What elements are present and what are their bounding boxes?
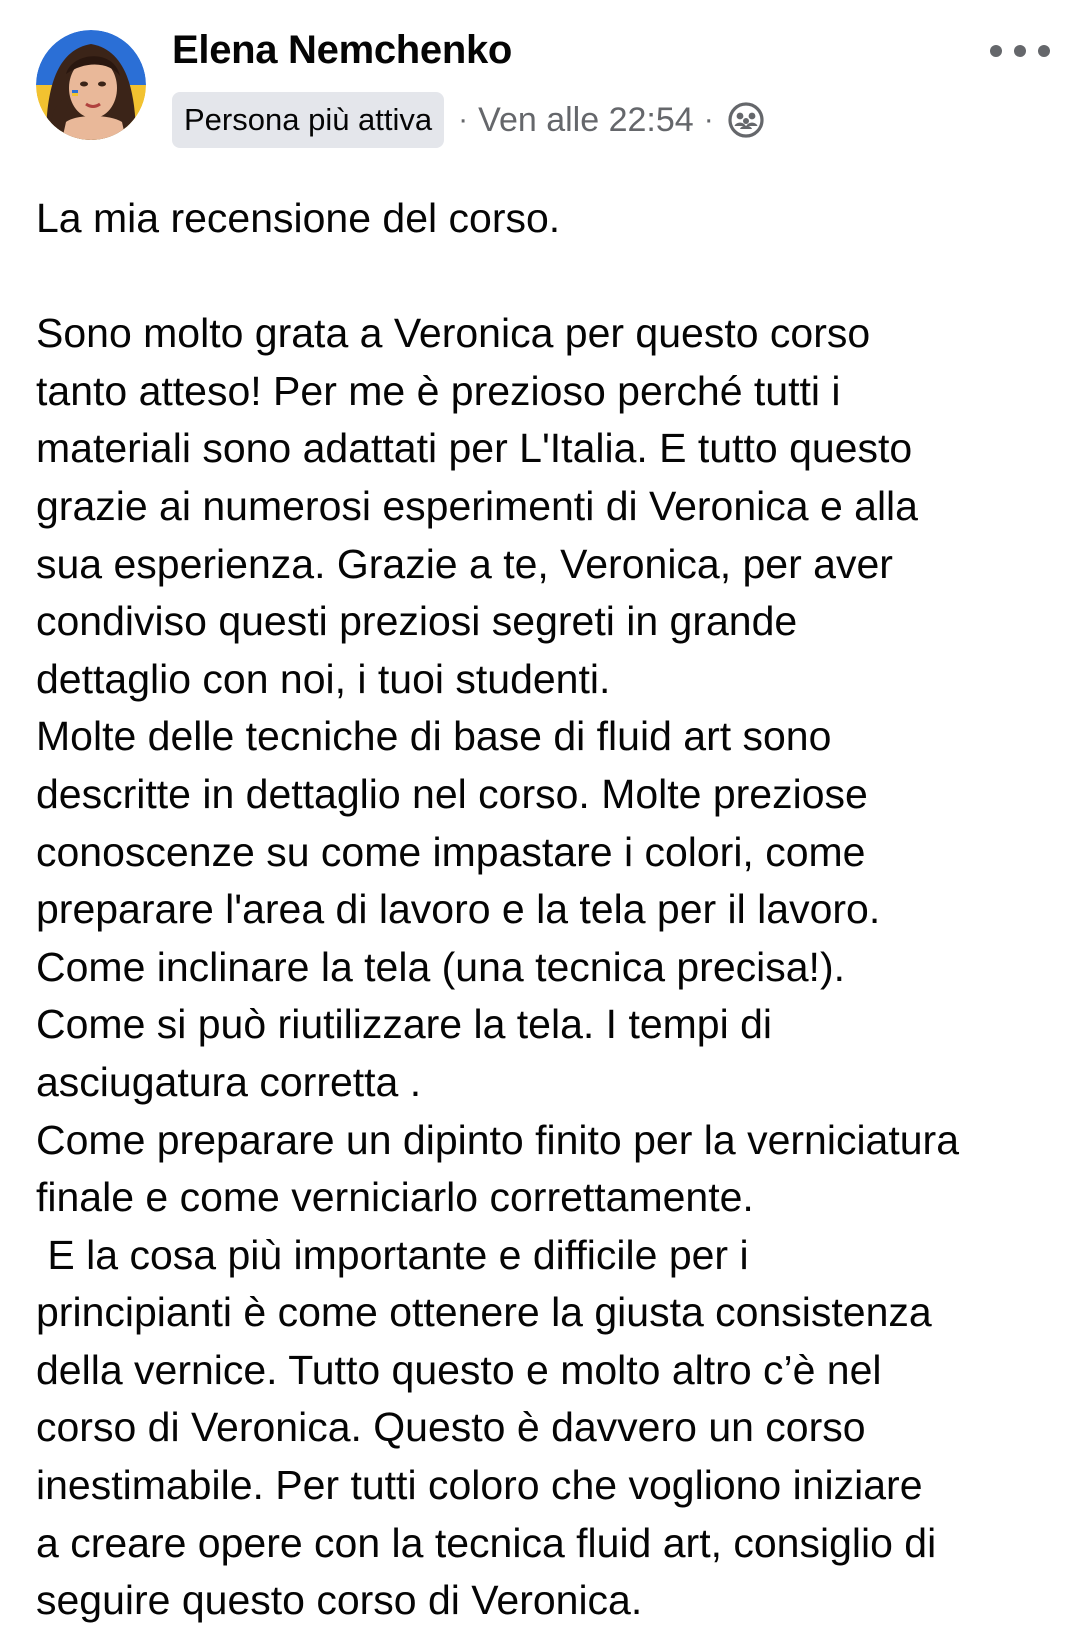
meta-separator: · [703, 103, 714, 136]
dot [1014, 45, 1026, 57]
post-text-line: dettaglio con noi, i tuoi studenti. [36, 655, 611, 702]
post-text-line: a creare opere con la tecnica fluid art, consiglio di [36, 1519, 937, 1566]
post-text-line: Come inclinare la tela (una tecnica precisa!). [36, 943, 845, 990]
post-text-line: conoscenze su come impastare i colori, come [36, 828, 866, 875]
post-text-line: inestimabile. Per tutti coloro che vogliono iniziare [36, 1462, 923, 1509]
post-text-line: La mia recensione del corso. [36, 195, 561, 241]
dot [990, 45, 1002, 57]
post-text-line: corso di Veronica. Questo è davvero un corso [36, 1404, 866, 1451]
post-text [36, 190, 1066, 1630]
group-members-icon [728, 102, 764, 138]
post-text-line: della vernice. Tutto questo e molto altro c’è nel [36, 1346, 882, 1393]
post-text-line: Come preparare un dipinto finito per la verniciatura [36, 1116, 960, 1163]
author-name[interactable]: Elena Nemchenko [172, 28, 513, 72]
post-meta [172, 92, 764, 148]
post-text-line: materiali sono adattati per L'Italia. E tutto questo [36, 425, 913, 472]
post-text-line: descritte in dettaglio nel corso. Molte preziose [36, 770, 868, 817]
post-text-line: grazie ai numerosi esperimenti di Veronica e alla [36, 482, 918, 529]
paragraph-gap [36, 248, 1066, 306]
top-contributor-badge[interactable]: Persona più attiva [172, 92, 444, 148]
post-text-line: asciugatura corretta . [36, 1058, 422, 1105]
post-text-line: seguire questo corso di Veronica. [36, 1577, 643, 1624]
post-text-line: sua esperienza. Grazie a te, Veronica, per aver [36, 540, 893, 587]
post-text-line: Molte delle tecniche di base di fluid art sono [36, 713, 832, 760]
dot [1038, 45, 1050, 57]
post-text-line: condiviso questi preziosi segreti in grande [36, 598, 798, 645]
post-text-line: finale e come verniciarlo correttamente. [36, 1174, 754, 1221]
avatar-image [36, 30, 146, 140]
post-text-line: Sono molto grata a Veronica per questo corso [36, 310, 871, 357]
post-text-line: E la cosa più importante e difficile per i [36, 1231, 749, 1278]
more-options-icon[interactable] [990, 36, 1050, 66]
post-text-line: tanto atteso! Per me è prezioso perché tutti i [36, 367, 841, 414]
post-header [0, 0, 1080, 160]
author-avatar[interactable] [36, 30, 146, 140]
post-text-line: preparare l'area di lavoro e la tela per il lavoro. [36, 886, 881, 933]
post-text-line: principianti è come ottenere la giusta consistenza [36, 1289, 932, 1336]
post-timestamp[interactable]: Ven alle 22:54 [478, 100, 694, 139]
meta-separator: · [458, 103, 469, 136]
post-text-line: Come si può riutilizzare la tela. I tempi di [36, 1001, 773, 1048]
